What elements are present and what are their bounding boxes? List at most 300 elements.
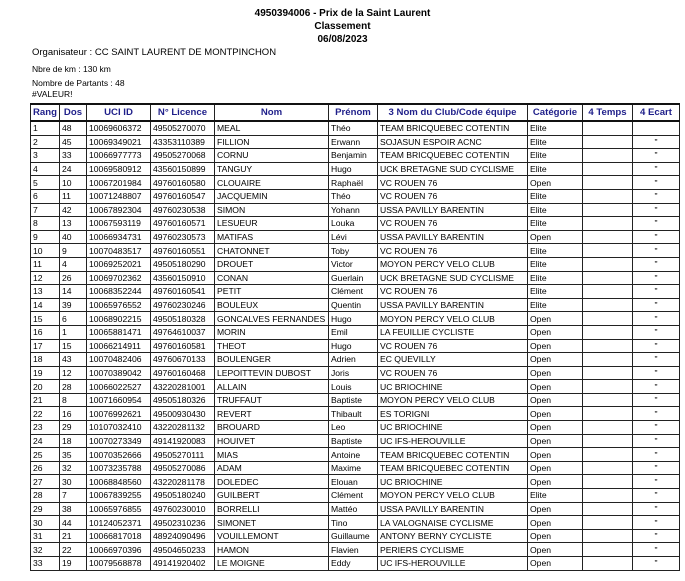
licence-cell: 49500930430 bbox=[150, 407, 214, 421]
licence-cell: 49505270070 bbox=[150, 121, 214, 135]
name-cell: MIAS bbox=[214, 448, 328, 462]
first-name-cell: Adrien bbox=[328, 353, 377, 367]
results-table bbox=[30, 103, 680, 571]
first-name-cell: Tino bbox=[328, 516, 377, 530]
first-name-cell: Quentin bbox=[328, 298, 377, 312]
gap-cell: " bbox=[632, 461, 679, 475]
gap-cell: " bbox=[632, 230, 679, 244]
category-cell: Open bbox=[527, 516, 582, 530]
first-name-cell: Théo bbox=[328, 189, 377, 203]
licence-cell: 49760160551 bbox=[150, 244, 214, 258]
category-cell: Elite bbox=[527, 121, 582, 135]
error-value-line: #VALEUR! bbox=[32, 89, 73, 99]
ranking-heading: Classement bbox=[314, 21, 371, 32]
gap-cell: " bbox=[632, 285, 679, 299]
rank-cell: 27 bbox=[31, 475, 60, 489]
gap-cell: " bbox=[632, 489, 679, 503]
name-cell: CLOUAIRE bbox=[214, 176, 328, 190]
name-cell: MEAL bbox=[214, 121, 328, 135]
category-cell: Elite bbox=[527, 217, 582, 231]
uci-id-cell: 10068352244 bbox=[86, 285, 150, 299]
bib-cell: 9 bbox=[59, 244, 86, 258]
club-cell: UC BRIOCHINE bbox=[377, 475, 527, 489]
rank-cell: 18 bbox=[31, 353, 60, 367]
club-cell: MOYON PERCY VELO CLUB bbox=[377, 489, 527, 503]
rank-cell: 6 bbox=[31, 189, 60, 203]
time-cell bbox=[582, 339, 632, 353]
bib-cell: 8 bbox=[59, 393, 86, 407]
gap-cell: " bbox=[632, 325, 679, 339]
column-header-club: 3 Nom du Club/Code équipe bbox=[377, 104, 527, 121]
category-cell: Open bbox=[527, 339, 582, 353]
first-name-cell: Elouan bbox=[328, 475, 377, 489]
uci-id-cell: 10067839255 bbox=[86, 489, 150, 503]
licence-cell: 49505270086 bbox=[150, 461, 214, 475]
time-cell bbox=[582, 162, 632, 176]
rank-cell: 16 bbox=[31, 325, 60, 339]
first-name-cell: Mattéo bbox=[328, 502, 377, 516]
uci-id-cell: 10066022527 bbox=[86, 380, 150, 394]
gap-cell: " bbox=[632, 393, 679, 407]
bib-cell: 10 bbox=[59, 176, 86, 190]
table-row bbox=[31, 502, 680, 516]
rank-cell: 28 bbox=[31, 489, 60, 503]
rank-cell: 21 bbox=[31, 393, 60, 407]
uci-id-cell: 10071660954 bbox=[86, 393, 150, 407]
name-cell: ADAM bbox=[214, 461, 328, 475]
table-row bbox=[31, 407, 680, 421]
rank-cell: 24 bbox=[31, 434, 60, 448]
first-name-cell: Maxime bbox=[328, 461, 377, 475]
table-row bbox=[31, 475, 680, 489]
first-name-cell: Victor bbox=[328, 257, 377, 271]
category-cell: Elite bbox=[527, 149, 582, 163]
gap-cell: " bbox=[632, 339, 679, 353]
category-cell: Elite bbox=[527, 298, 582, 312]
licence-cell: 49764610037 bbox=[150, 325, 214, 339]
uci-id-cell: 10066977773 bbox=[86, 149, 150, 163]
gap-cell: " bbox=[632, 217, 679, 231]
uci-id-cell: 10069252021 bbox=[86, 257, 150, 271]
uci-id-cell: 10068848560 bbox=[86, 475, 150, 489]
table-row bbox=[31, 121, 680, 135]
licence-cell: 48924090496 bbox=[150, 529, 214, 543]
rank-cell: 15 bbox=[31, 312, 60, 326]
table-row bbox=[31, 135, 680, 149]
club-cell: USSA PAVILLY BARENTIN bbox=[377, 502, 527, 516]
uci-id-cell: 10065976552 bbox=[86, 298, 150, 312]
time-cell bbox=[582, 189, 632, 203]
table-row bbox=[31, 543, 680, 557]
rank-cell: 4 bbox=[31, 162, 60, 176]
club-cell: VC ROUEN 76 bbox=[377, 217, 527, 231]
table-row bbox=[31, 489, 680, 503]
club-cell: ES TORIGNI bbox=[377, 407, 527, 421]
gap-cell: " bbox=[632, 149, 679, 163]
club-cell: EC QUEVILLY bbox=[377, 353, 527, 367]
time-cell bbox=[582, 557, 632, 571]
gap-cell: " bbox=[632, 380, 679, 394]
table-row bbox=[31, 285, 680, 299]
table-row bbox=[31, 353, 680, 367]
club-cell: SOJASUN ESPOIR ACNC bbox=[377, 135, 527, 149]
uci-id-cell: 10069702362 bbox=[86, 271, 150, 285]
table-row bbox=[31, 325, 680, 339]
uci-id-cell: 10066970396 bbox=[86, 543, 150, 557]
time-cell bbox=[582, 244, 632, 258]
name-cell: BOULENGER bbox=[214, 353, 328, 367]
name-cell: PETIT bbox=[214, 285, 328, 299]
licence-cell: 49504650233 bbox=[150, 543, 214, 557]
rank-cell: 13 bbox=[31, 285, 60, 299]
category-cell: Open bbox=[527, 557, 582, 571]
bib-cell: 38 bbox=[59, 502, 86, 516]
starters-line: Nombre de Partants : 48 bbox=[32, 78, 125, 88]
rank-cell: 14 bbox=[31, 298, 60, 312]
time-cell bbox=[582, 257, 632, 271]
uci-id-cell: 10070483517 bbox=[86, 244, 150, 258]
column-header-name: Nom bbox=[214, 104, 328, 121]
gap-cell: " bbox=[632, 244, 679, 258]
gap-cell: " bbox=[632, 434, 679, 448]
rank-cell: 22 bbox=[31, 407, 60, 421]
table-row bbox=[31, 149, 680, 163]
club-cell: VC ROUEN 76 bbox=[377, 339, 527, 353]
rank-cell: 20 bbox=[31, 380, 60, 394]
time-cell bbox=[582, 298, 632, 312]
category-cell: Elite bbox=[527, 257, 582, 271]
category-cell: Open bbox=[527, 380, 582, 394]
uci-id-cell: 10107032410 bbox=[86, 421, 150, 435]
licence-cell: 43220281178 bbox=[150, 475, 214, 489]
rank-cell: 11 bbox=[31, 257, 60, 271]
name-cell: BORRELLI bbox=[214, 502, 328, 516]
table-row bbox=[31, 298, 680, 312]
time-cell bbox=[582, 461, 632, 475]
uci-id-cell: 10066934731 bbox=[86, 230, 150, 244]
column-header-first-name: Prénom bbox=[328, 104, 377, 121]
licence-cell: 43353110389 bbox=[150, 135, 214, 149]
name-cell: TRUFFAUT bbox=[214, 393, 328, 407]
rank-cell: 29 bbox=[31, 502, 60, 516]
organiser-line: Organisateur : CC SAINT LAURENT DE MONTPINCHON bbox=[32, 47, 277, 58]
table-row bbox=[31, 516, 680, 530]
table-row bbox=[31, 461, 680, 475]
rank-cell: 2 bbox=[31, 135, 60, 149]
category-cell: Open bbox=[527, 543, 582, 557]
table-row bbox=[31, 366, 680, 380]
first-name-cell: Hugo bbox=[328, 339, 377, 353]
bib-cell: 28 bbox=[59, 380, 86, 394]
uci-id-cell: 10073235788 bbox=[86, 461, 150, 475]
gap-cell: " bbox=[632, 366, 679, 380]
first-name-cell: Raphaël bbox=[328, 176, 377, 190]
bib-cell: 44 bbox=[59, 516, 86, 530]
gap-cell: " bbox=[632, 407, 679, 421]
bib-cell: 40 bbox=[59, 230, 86, 244]
table-row bbox=[31, 339, 680, 353]
uci-id-cell: 10069349021 bbox=[86, 135, 150, 149]
distance-line: Nbre de km : 130 km bbox=[32, 64, 111, 74]
club-cell: VC ROUEN 76 bbox=[377, 366, 527, 380]
first-name-cell: Hugo bbox=[328, 162, 377, 176]
gap-cell: " bbox=[632, 502, 679, 516]
category-cell: Open bbox=[527, 421, 582, 435]
first-name-cell: Clément bbox=[328, 489, 377, 503]
licence-cell: 49760230538 bbox=[150, 203, 214, 217]
column-header-time: 4 Temps bbox=[582, 104, 632, 121]
table-row bbox=[31, 529, 680, 543]
category-cell: Elite bbox=[527, 285, 582, 299]
column-header-rank: Rang bbox=[31, 104, 60, 121]
rank-cell: 32 bbox=[31, 543, 60, 557]
bib-cell: 6 bbox=[59, 312, 86, 326]
bib-cell: 35 bbox=[59, 448, 86, 462]
uci-id-cell: 10124052371 bbox=[86, 516, 150, 530]
club-cell: UC IFS-HEROUVILLE bbox=[377, 557, 527, 571]
table-header-row bbox=[31, 104, 680, 121]
licence-cell: 49505180326 bbox=[150, 393, 214, 407]
name-cell: LEPOITTEVIN DUBOST bbox=[214, 366, 328, 380]
time-cell bbox=[582, 380, 632, 394]
time-cell bbox=[582, 325, 632, 339]
time-cell bbox=[582, 502, 632, 516]
category-cell: Elite bbox=[527, 489, 582, 503]
uci-id-cell: 10069580912 bbox=[86, 162, 150, 176]
uci-id-cell: 10067201984 bbox=[86, 176, 150, 190]
category-cell: Open bbox=[527, 176, 582, 190]
licence-cell: 49505180290 bbox=[150, 257, 214, 271]
time-cell bbox=[582, 285, 632, 299]
bib-cell: 24 bbox=[59, 162, 86, 176]
bib-cell: 1 bbox=[59, 325, 86, 339]
uci-id-cell: 10065881471 bbox=[86, 325, 150, 339]
gap-cell: " bbox=[632, 257, 679, 271]
name-cell: CORNU bbox=[214, 149, 328, 163]
licence-cell: 49505270111 bbox=[150, 448, 214, 462]
club-cell: VC ROUEN 76 bbox=[377, 176, 527, 190]
first-name-cell: Clément bbox=[328, 285, 377, 299]
bib-cell: 11 bbox=[59, 189, 86, 203]
time-cell bbox=[582, 366, 632, 380]
name-cell: SIMON bbox=[214, 203, 328, 217]
uci-id-cell: 10079568878 bbox=[86, 557, 150, 571]
category-cell: Elite bbox=[527, 135, 582, 149]
category-cell: Open bbox=[527, 366, 582, 380]
table-row bbox=[31, 380, 680, 394]
first-name-cell: Baptiste bbox=[328, 393, 377, 407]
name-cell: ALLAIN bbox=[214, 380, 328, 394]
club-cell: USSA PAVILLY BARENTIN bbox=[377, 203, 527, 217]
club-cell: UCK BRETAGNE SUD CYCLISME bbox=[377, 271, 527, 285]
name-cell: BOULEUX bbox=[214, 298, 328, 312]
bib-cell: 32 bbox=[59, 461, 86, 475]
name-cell: SIMONET bbox=[214, 516, 328, 530]
category-cell: Open bbox=[527, 529, 582, 543]
club-cell: TEAM BRICQUEBEC COTENTIN bbox=[377, 121, 527, 135]
bib-cell: 45 bbox=[59, 135, 86, 149]
uci-id-cell: 10070273349 bbox=[86, 434, 150, 448]
table-row bbox=[31, 217, 680, 231]
club-cell: TEAM BRICQUEBEC COTENTIN bbox=[377, 149, 527, 163]
time-cell bbox=[582, 421, 632, 435]
column-header-bib: Dos bbox=[59, 104, 86, 121]
bib-cell: 42 bbox=[59, 203, 86, 217]
table-row bbox=[31, 257, 680, 271]
club-cell: UC IFS-HEROUVILLE bbox=[377, 434, 527, 448]
time-cell bbox=[582, 489, 632, 503]
column-header-licence: N° Licence bbox=[150, 104, 214, 121]
time-cell bbox=[582, 529, 632, 543]
first-name-cell: Eddy bbox=[328, 557, 377, 571]
uci-id-cell: 10076992621 bbox=[86, 407, 150, 421]
category-cell: Open bbox=[527, 502, 582, 516]
name-cell: HAMON bbox=[214, 543, 328, 557]
gap-cell bbox=[632, 121, 679, 135]
gap-cell: " bbox=[632, 162, 679, 176]
name-cell: MATIFAS bbox=[214, 230, 328, 244]
table-row bbox=[31, 176, 680, 190]
rank-cell: 19 bbox=[31, 366, 60, 380]
gap-cell: " bbox=[632, 529, 679, 543]
bib-cell: 39 bbox=[59, 298, 86, 312]
gap-cell: " bbox=[632, 176, 679, 190]
first-name-cell: Benjamin bbox=[328, 149, 377, 163]
table-row bbox=[31, 557, 680, 571]
club-cell: USSA PAVILLY BARENTIN bbox=[377, 230, 527, 244]
licence-cell: 49505180240 bbox=[150, 489, 214, 503]
category-cell: Open bbox=[527, 434, 582, 448]
uci-id-cell: 10066214911 bbox=[86, 339, 150, 353]
licence-cell: 49760230246 bbox=[150, 298, 214, 312]
table-row bbox=[31, 271, 680, 285]
gap-cell: " bbox=[632, 448, 679, 462]
category-cell: Open bbox=[527, 407, 582, 421]
name-cell: GONCALVES FERNANDES bbox=[214, 312, 328, 326]
time-cell bbox=[582, 176, 632, 190]
gap-cell: " bbox=[632, 135, 679, 149]
bib-cell: 30 bbox=[59, 475, 86, 489]
race-date: 06/08/2023 bbox=[317, 34, 368, 45]
uci-id-cell: 10070389042 bbox=[86, 366, 150, 380]
gap-cell: " bbox=[632, 543, 679, 557]
club-cell: VC ROUEN 76 bbox=[377, 189, 527, 203]
table-row bbox=[31, 230, 680, 244]
first-name-cell: Hugo bbox=[328, 312, 377, 326]
club-cell: MOYON PERCY VELO CLUB bbox=[377, 312, 527, 326]
licence-cell: 49760230010 bbox=[150, 502, 214, 516]
licence-cell: 43560150899 bbox=[150, 162, 214, 176]
results-body bbox=[31, 121, 680, 570]
licence-cell: 49505180328 bbox=[150, 312, 214, 326]
licence-cell: 43220281132 bbox=[150, 421, 214, 435]
table-row bbox=[31, 189, 680, 203]
club-cell: UC BRIOCHINE bbox=[377, 380, 527, 394]
first-name-cell: Baptiste bbox=[328, 434, 377, 448]
table-row bbox=[31, 448, 680, 462]
bib-cell: 26 bbox=[59, 271, 86, 285]
rank-cell: 9 bbox=[31, 230, 60, 244]
bib-cell: 16 bbox=[59, 407, 86, 421]
rank-cell: 8 bbox=[31, 217, 60, 231]
licence-cell: 49760160468 bbox=[150, 366, 214, 380]
table-row bbox=[31, 421, 680, 435]
category-cell: Elite bbox=[527, 271, 582, 285]
bib-cell: 21 bbox=[59, 529, 86, 543]
table-row bbox=[31, 244, 680, 258]
time-cell bbox=[582, 543, 632, 557]
rank-cell: 31 bbox=[31, 529, 60, 543]
first-name-cell: Erwann bbox=[328, 135, 377, 149]
uci-id-cell: 10069606372 bbox=[86, 121, 150, 135]
name-cell: GUILBERT bbox=[214, 489, 328, 503]
category-cell: Elite bbox=[527, 162, 582, 176]
category-cell: Open bbox=[527, 461, 582, 475]
category-cell: Open bbox=[527, 325, 582, 339]
rank-cell: 26 bbox=[31, 461, 60, 475]
first-name-cell: Flavien bbox=[328, 543, 377, 557]
uci-id-cell: 10071248807 bbox=[86, 189, 150, 203]
time-cell bbox=[582, 217, 632, 231]
bib-cell: 43 bbox=[59, 353, 86, 367]
name-cell: JACQUEMIN bbox=[214, 189, 328, 203]
licence-cell: 49760160547 bbox=[150, 189, 214, 203]
bib-cell: 4 bbox=[59, 257, 86, 271]
gap-cell: " bbox=[632, 516, 679, 530]
first-name-cell: Leo bbox=[328, 421, 377, 435]
licence-cell: 49505270068 bbox=[150, 149, 214, 163]
licence-cell: 43560150910 bbox=[150, 271, 214, 285]
time-cell bbox=[582, 516, 632, 530]
first-name-cell: Toby bbox=[328, 244, 377, 258]
rank-cell: 25 bbox=[31, 448, 60, 462]
time-cell bbox=[582, 434, 632, 448]
category-cell: Open bbox=[527, 448, 582, 462]
club-cell: TEAM BRICQUEBEC COTENTIN bbox=[377, 448, 527, 462]
time-cell bbox=[582, 312, 632, 326]
club-cell: USSA PAVILLY BARENTIN bbox=[377, 298, 527, 312]
bib-cell: 19 bbox=[59, 557, 86, 571]
name-cell: THEOT bbox=[214, 339, 328, 353]
rank-cell: 1 bbox=[31, 121, 60, 135]
time-cell bbox=[582, 393, 632, 407]
table-row bbox=[31, 203, 680, 217]
uci-id-cell: 10068902215 bbox=[86, 312, 150, 326]
club-cell: TEAM BRICQUEBEC COTENTIN bbox=[377, 461, 527, 475]
club-cell: VC ROUEN 76 bbox=[377, 244, 527, 258]
first-name-cell: Guerlain bbox=[328, 271, 377, 285]
category-cell: Open bbox=[527, 393, 582, 407]
time-cell bbox=[582, 353, 632, 367]
time-cell bbox=[582, 407, 632, 421]
licence-cell: 49760160541 bbox=[150, 285, 214, 299]
uci-id-cell: 10065976855 bbox=[86, 502, 150, 516]
gap-cell: " bbox=[632, 189, 679, 203]
first-name-cell: Guillaume bbox=[328, 529, 377, 543]
uci-id-cell: 10070352666 bbox=[86, 448, 150, 462]
bib-cell: 13 bbox=[59, 217, 86, 231]
first-name-cell: Antoine bbox=[328, 448, 377, 462]
rank-cell: 23 bbox=[31, 421, 60, 435]
uci-id-cell: 10067593119 bbox=[86, 217, 150, 231]
licence-cell: 43220281001 bbox=[150, 380, 214, 394]
licence-cell: 49760670133 bbox=[150, 353, 214, 367]
category-cell: Open bbox=[527, 312, 582, 326]
bib-cell: 22 bbox=[59, 543, 86, 557]
uci-id-cell: 10066817018 bbox=[86, 529, 150, 543]
first-name-cell: Joris bbox=[328, 366, 377, 380]
name-cell: DROUET bbox=[214, 257, 328, 271]
